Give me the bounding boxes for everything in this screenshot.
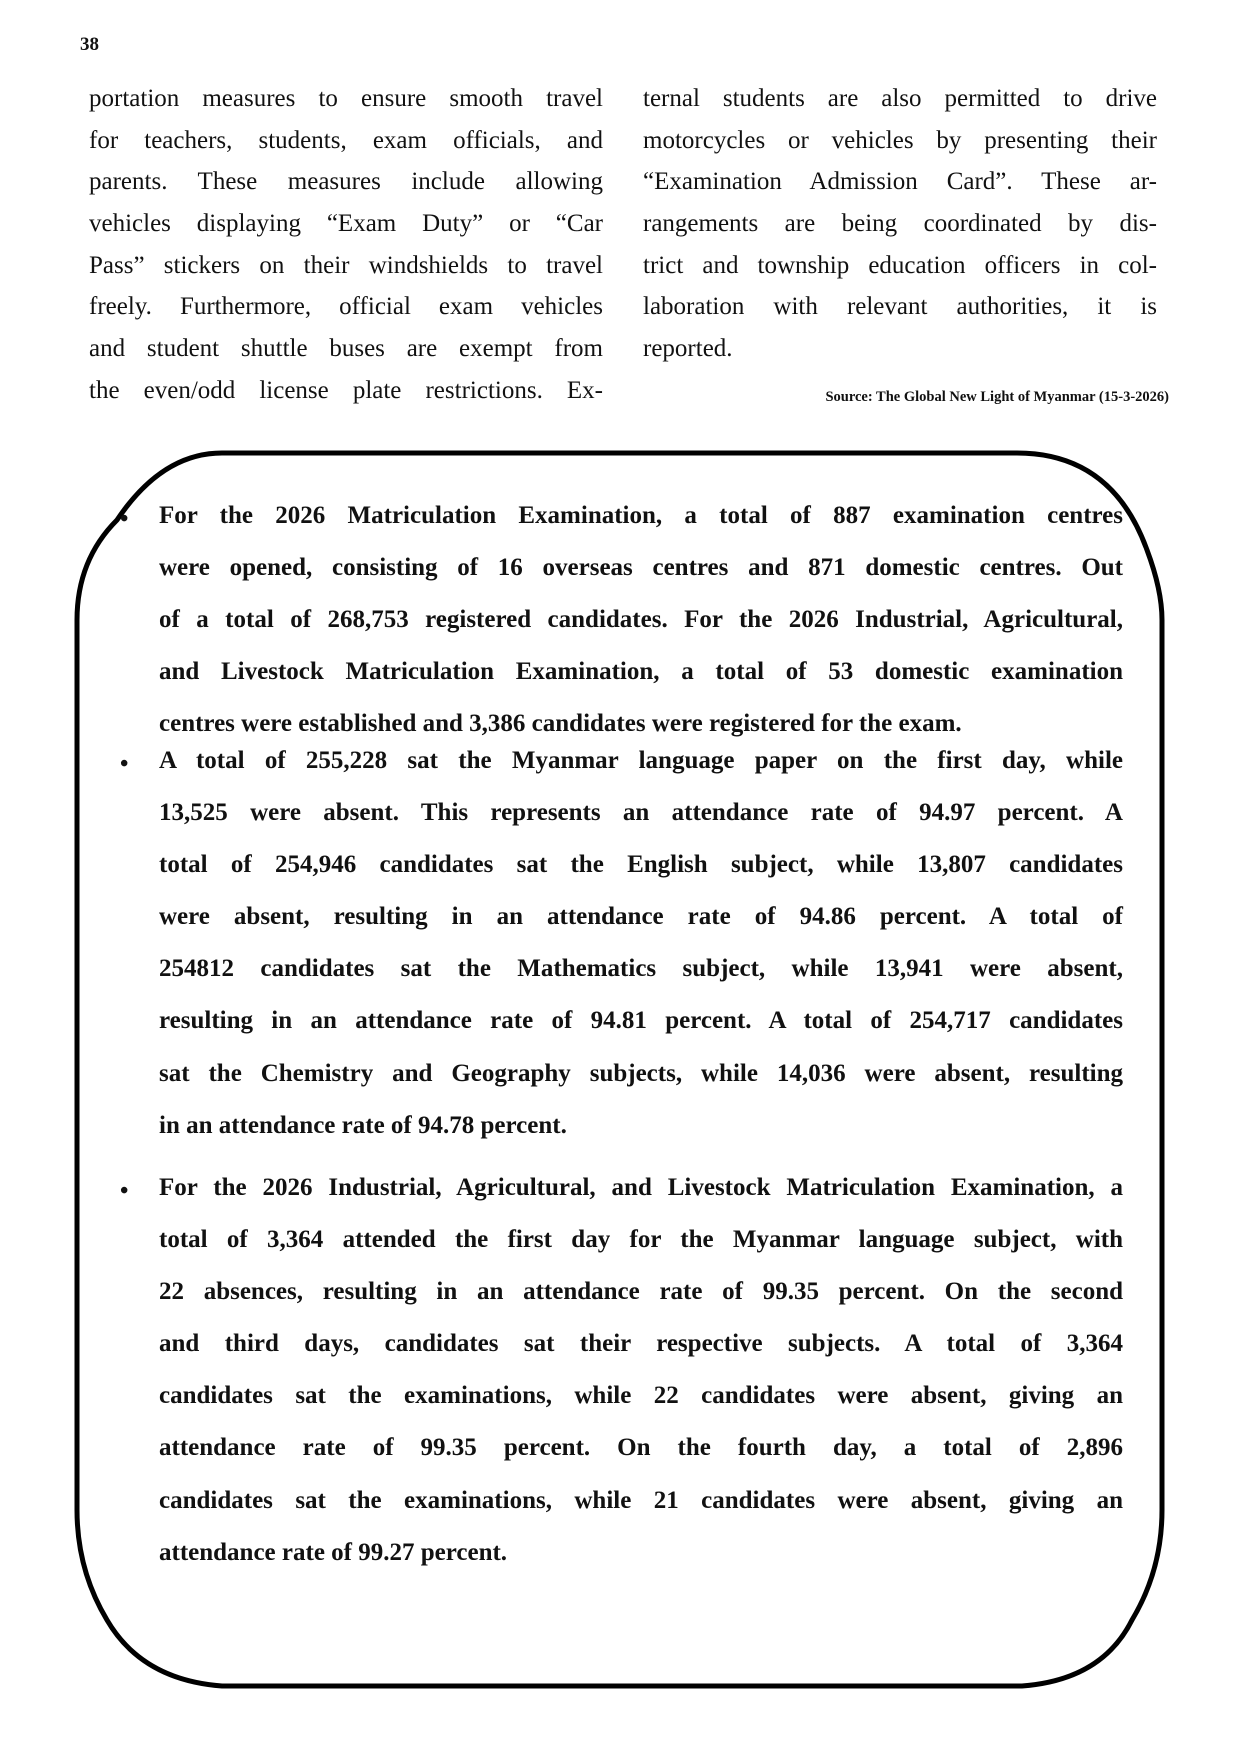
text-line: and student shuttle buses are exempt from	[89, 335, 603, 363]
text-line: of a total of 268,753 registered candidates. For the 2026 Industrial, Agricultural,	[159, 606, 1123, 634]
text-line: parents. These measures include allowing	[89, 168, 603, 196]
text-line: reported.	[643, 335, 733, 363]
text-line: total of 3,364 attended the first day for the Myanmar language subject, with	[159, 1226, 1123, 1254]
text-line: portation measures to ensure smooth travel	[89, 85, 603, 112]
text-line: and third days, candidates sat their respective subjects. A total of 3,364	[159, 1330, 1123, 1358]
text-line: the even/odd license plate restrictions. Ex-	[89, 376, 603, 404]
text-line: ternal students are also permitted to drive	[643, 85, 1157, 112]
bullet-icon: •	[120, 506, 129, 532]
bullet-text	[159, 490, 1123, 750]
text-line: Pass” stickers on their windshields to travel	[89, 251, 603, 279]
text-line: A total of 255,228 sat the Myanmar language paper on the first day, while	[159, 747, 1123, 774]
text-line: attendance rate of 99.27 percent.	[159, 1538, 508, 1566]
article-right-column	[643, 78, 1157, 370]
text-line: and Livestock Matriculation Examination, a total of 53 domestic examination	[159, 658, 1123, 686]
text-line: total of 254,946 candidates sat the English subject, while 13,807 candidates	[159, 851, 1123, 879]
text-line: centres were established and 3,386 candidates were registered for the exam.	[159, 710, 962, 738]
text-line: 254812 candidates sat the Mathematics subject, while 13,941 were absent,	[159, 955, 1123, 983]
bullet-text	[159, 1162, 1123, 1579]
text-line: 13,525 were absent. This represents an attendance rate of 94.97 percent. A	[159, 799, 1123, 827]
text-line: candidates sat the examinations, while 21 candidates were absent, giving an	[159, 1486, 1123, 1514]
text-line: were absent, resulting in an attendance rate of 94.86 percent. A total of	[159, 903, 1123, 931]
text-line: vehicles displaying “Exam Duty” or “Car	[89, 210, 603, 238]
text-line: laboration with relevant authorities, it is	[643, 293, 1157, 321]
bullet-icon: •	[120, 1178, 129, 1204]
summary-box	[72, 450, 1167, 1690]
text-line: for teachers, students, exam officials, and	[89, 126, 603, 154]
text-line: trict and township education officers in col-	[643, 251, 1157, 279]
page-number: 38	[80, 34, 99, 55]
article-left-column	[89, 78, 603, 412]
text-line: were opened, consisting of 16 overseas centres and 871 domestic centres. Out	[159, 554, 1123, 582]
text-line: in an attendance rate of 94.78 percent.	[159, 1111, 567, 1139]
text-line: motorcycles or vehicles by presenting their	[643, 126, 1157, 154]
text-line: resulting in an attendance rate of 94.81 percent. A total of 254,717 candidates	[159, 1007, 1123, 1035]
text-line: For the 2026 Industrial, Agricultural, and Livestock Matriculation Examination, a	[159, 1174, 1123, 1201]
text-line: freely. Furthermore, official exam vehicles	[89, 293, 603, 321]
text-line: rangements are being coordinated by dis-	[643, 210, 1157, 238]
bullet-text	[159, 735, 1123, 1152]
text-line: attendance rate of 99.35 percent. On the fourth day, a total of 2,896	[159, 1434, 1123, 1462]
source-citation: Source: The Global New Light of Myanmar (15-3-2026)	[825, 389, 1169, 405]
text-line: candidates sat the examinations, while 22 candidates were absent, giving an	[159, 1382, 1123, 1410]
text-line: sat the Chemistry and Geography subjects, while 14,036 were absent, resulting	[159, 1059, 1123, 1087]
text-line: For the 2026 Matriculation Examination, a total of 887 examination centres	[159, 502, 1123, 529]
bullet-icon: •	[120, 751, 129, 777]
text-line: “Examination Admission Card”. These ar-	[643, 168, 1157, 196]
text-line: 22 absences, resulting in an attendance rate of 99.35 percent. On the second	[159, 1278, 1123, 1306]
